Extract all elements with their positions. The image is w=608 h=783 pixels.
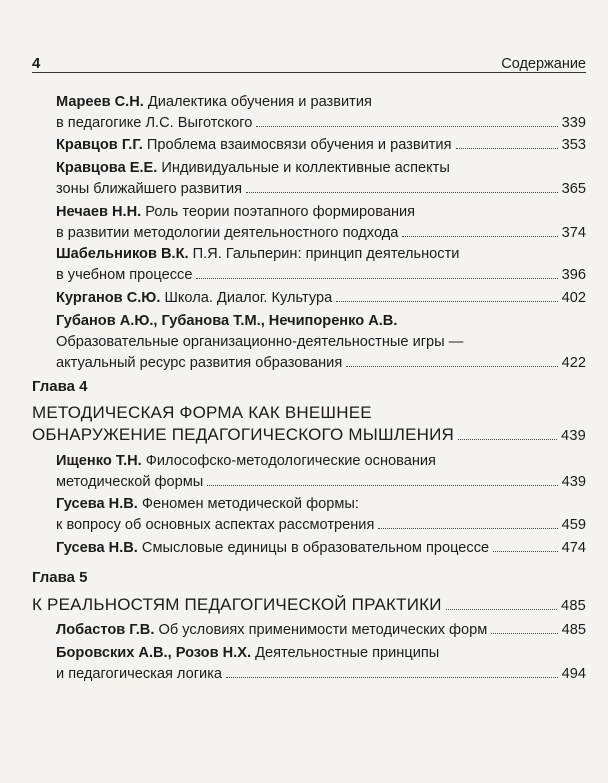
entry-author: Мареев С.Н. xyxy=(56,94,144,110)
entry-title: Смысловые единицы в образовательном процессе xyxy=(141,540,490,556)
chapter-label: Глава 4 xyxy=(32,378,88,395)
toc-entry xyxy=(56,311,586,374)
page-header xyxy=(32,50,586,72)
entry-author: Лобастов Г.В. xyxy=(56,622,155,638)
entry-page: 474 xyxy=(561,540,586,556)
chapter-title-line: ОБНАРУЖЕНИЕ ПЕДАГОГИЧЕСКОГО МЫШЛЕНИЯ xyxy=(32,425,454,444)
entry-title: Школа. Диалог. Культура xyxy=(164,290,333,306)
toc-entry xyxy=(56,135,586,156)
chapter-label: Глава 5 xyxy=(32,569,88,586)
header-rule xyxy=(32,72,586,73)
toc-entry xyxy=(56,538,586,559)
entry-author: Боровских А.В., Розов Н.Х. xyxy=(56,645,252,661)
entry-page: 439 xyxy=(561,474,586,490)
page-number: 4 xyxy=(32,55,41,72)
entry-title: П.Я. Гальперин: принцип деятельности xyxy=(192,246,460,262)
entry-title: Деятельностные принципы xyxy=(255,645,440,661)
entry-title: Философско-методологические основания xyxy=(145,453,436,469)
section-title: Содержание xyxy=(501,56,586,72)
entry-page: 494 xyxy=(561,666,586,682)
entry-title: Феномен методической формы: xyxy=(141,496,359,512)
entry-title: и педагогическая логика xyxy=(56,666,223,682)
entry-title: Проблема взаимосвязи обучения и развития xyxy=(146,137,452,153)
entry-title: в развитии методологии деятельностного подхода xyxy=(56,225,399,241)
toc-entry xyxy=(56,288,586,309)
toc-entry xyxy=(56,158,586,200)
chapter-page: 439 xyxy=(561,428,586,444)
entry-title: актуальный ресурс развития образования xyxy=(56,355,343,371)
entry-title: Индивидуальные и коллективные аспекты xyxy=(161,160,450,176)
chapter-page: 485 xyxy=(561,598,586,614)
entry-title: Образовательные организационно-деятельностные игры — xyxy=(56,334,464,350)
toc-entry xyxy=(56,494,586,536)
entry-page: 374 xyxy=(561,225,586,241)
chapter-title xyxy=(32,594,586,617)
entry-title: в учебном процессе xyxy=(56,267,193,283)
entry-page: 353 xyxy=(561,137,586,153)
entry-title: Об условиях применимости методических форм xyxy=(158,622,488,638)
entry-author: Нечаев Н.Н. xyxy=(56,204,142,220)
entry-author: Шабельников В.К. xyxy=(56,246,189,262)
entry-author: Кравцова Е.Е. xyxy=(56,160,158,176)
entry-title: в педагогике Л.С. Выготского xyxy=(56,115,253,131)
entry-title: Роль теории поэтапного формирования xyxy=(145,204,416,220)
toc-entry xyxy=(56,451,586,493)
entry-page: 339 xyxy=(561,115,586,131)
entry-author: Гусева Н.В. xyxy=(56,540,138,556)
toc-entry xyxy=(56,643,586,685)
entry-title: зоны ближайшего развития xyxy=(56,181,243,197)
entry-title: Диалектика обучения и развития xyxy=(147,94,372,110)
entry-author: Гусева Н.В. xyxy=(56,496,138,512)
entry-author: Губанов А.Ю., Губанова Т.М., Нечипоренко А.В. xyxy=(56,313,398,329)
entry-page: 422 xyxy=(561,355,586,371)
entry-author: Ищенко Т.Н. xyxy=(56,453,142,469)
entry-page: 485 xyxy=(561,622,586,638)
entry-title: к вопросу об основных аспектах рассмотрения xyxy=(56,517,375,533)
entry-page: 459 xyxy=(561,517,586,533)
toc-entry xyxy=(56,202,586,244)
entry-author: Курганов С.Ю. xyxy=(56,290,161,306)
chapter-title xyxy=(32,402,586,447)
entry-author: Кравцов Г.Г. xyxy=(56,137,143,153)
toc-entry xyxy=(56,620,586,641)
entry-page: 365 xyxy=(561,181,586,197)
toc-entry xyxy=(56,92,586,134)
chapter-title-line: МЕТОДИЧЕСКАЯ ФОРМА КАК ВНЕШНЕЕ xyxy=(32,403,372,422)
chapter-title-line: К РЕАЛЬНОСТЯМ ПЕДАГОГИЧЕСКОЙ ПРАКТИКИ xyxy=(32,595,442,614)
entry-page: 396 xyxy=(561,267,586,283)
entry-page: 402 xyxy=(561,290,586,306)
toc-entry xyxy=(56,244,586,286)
entry-title: методической формы xyxy=(56,474,204,490)
